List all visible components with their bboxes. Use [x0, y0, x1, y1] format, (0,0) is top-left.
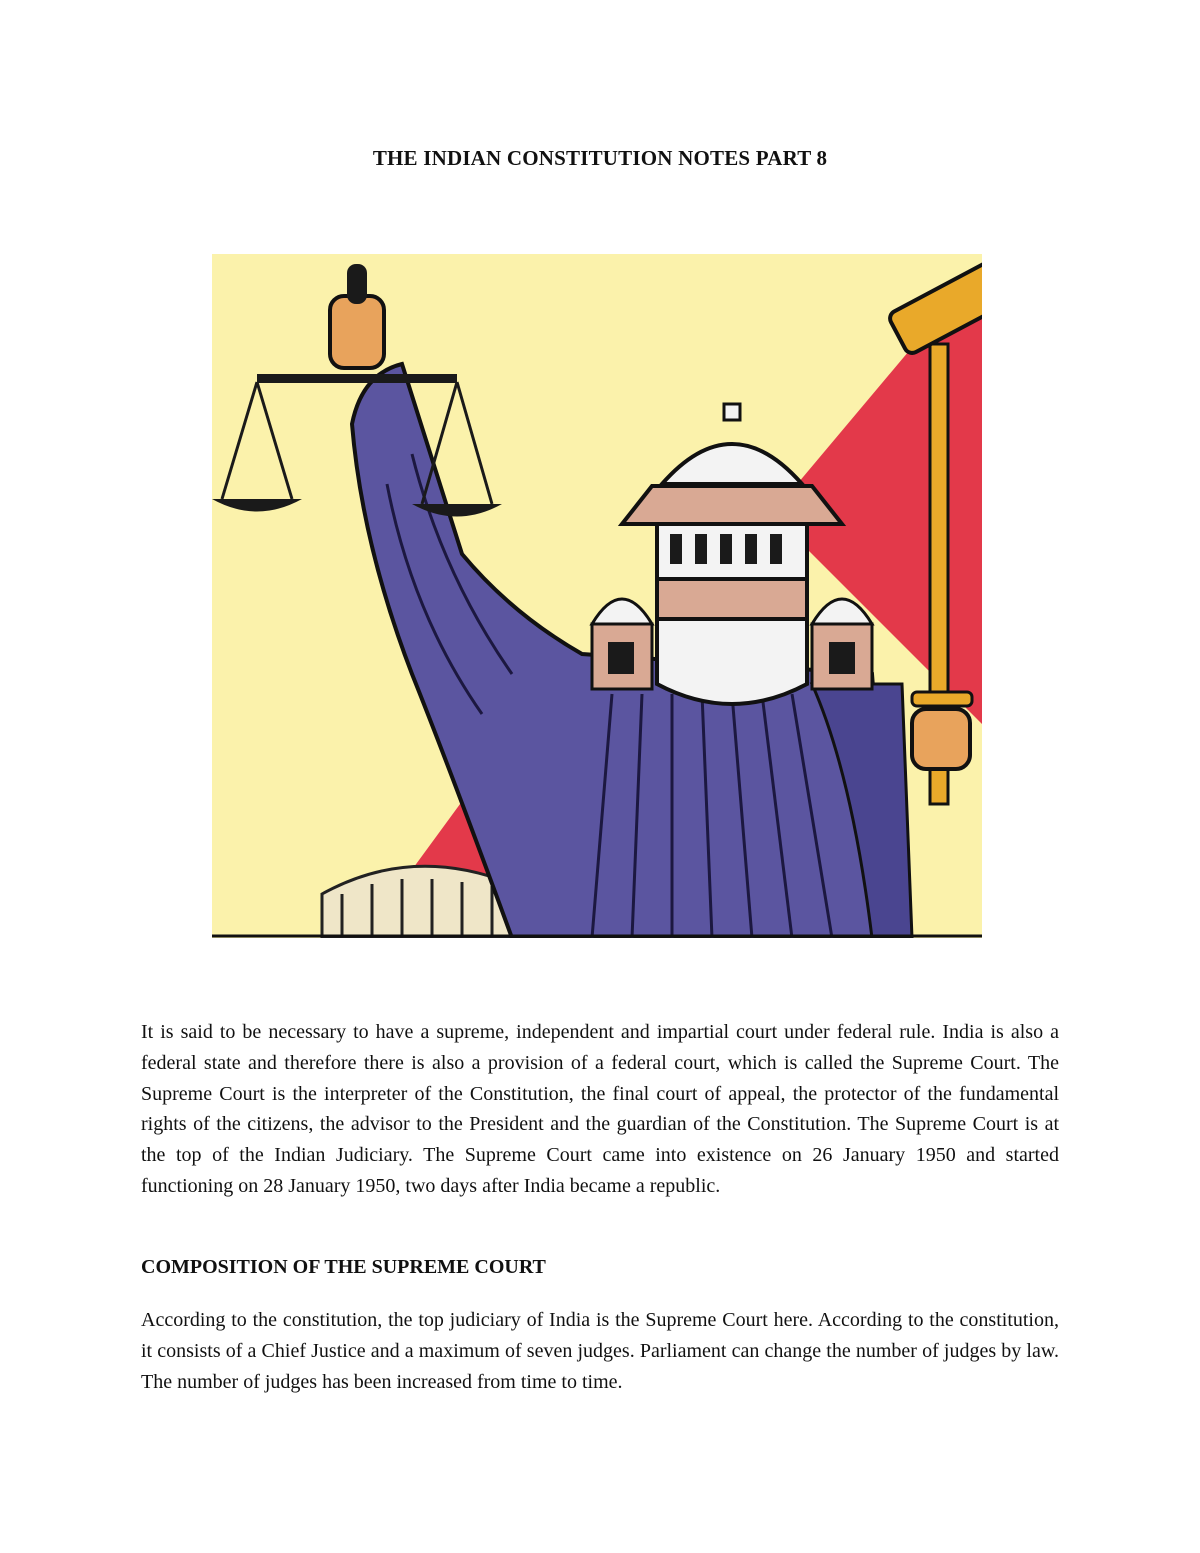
lady-justice-illustration	[212, 254, 982, 938]
lady-justice-supreme-court-icon	[212, 254, 982, 938]
composition-paragraph: According to the constitution, the top judiciary of India is the Supreme Court here. According to the constitution, it consists of a Chief Justice and a maximum of seven judges. Parliament can change the number of judges by law. The number of judges has been increased from time to time.	[141, 1309, 1059, 1393]
section-heading: COMPOSITION OF THE SUPREME COURT	[141, 1256, 546, 1278]
page-title: THE INDIAN CONSTITUTION NOTES PART 8	[372, 146, 828, 170]
intro-paragraph: It is said to be necessary to have a supreme, independent and impartial court under federal rule. India is also a federal state and therefore there is also a provision of a federal court, which is called the Supreme Court. The Supreme Court is the interpreter of the Constitution, the final court of appeal, the protector of the fundamental rights of the citizens, the advisor to the President and the guardian of the Constitution. The Supreme Court is at the top of the Indian Judiciary. The Supreme Court came into existence on 26 January 1950 and started functioning on 28 January 1950, two days after India became a republic.	[141, 1021, 1059, 1197]
